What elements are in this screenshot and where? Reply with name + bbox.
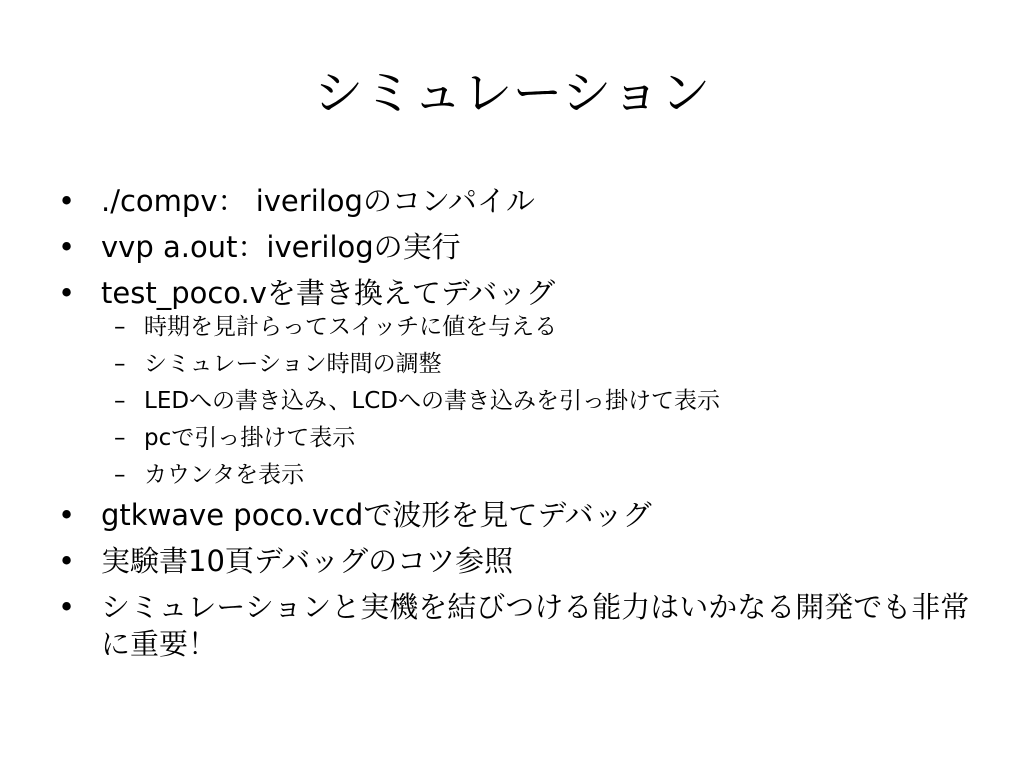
sub-bullet-text: シミュレーション時間の調整	[144, 351, 442, 377]
bullet-item	[56, 183, 976, 219]
bullet-marker: •	[58, 230, 76, 264]
slide-title: シミュレーション	[313, 64, 711, 122]
bullet-marker: •	[58, 184, 76, 218]
sub-bullet-text: 時期を見計らってスイッチに値を与える	[144, 314, 558, 340]
sub-bullet-marker: –	[114, 425, 126, 451]
bullet-text: ./compv： iverilogのコンパイル	[101, 184, 535, 218]
sub-bullet-text: カウンタを表示	[144, 462, 305, 488]
bullet-marker: •	[58, 498, 76, 532]
sub-bullet-list	[101, 314, 976, 488]
sub-bullet-item	[101, 462, 976, 488]
bullet-item	[56, 275, 976, 488]
bullet-marker: •	[58, 276, 76, 310]
sub-bullet-marker: –	[114, 351, 126, 377]
bullet-marker: •	[58, 544, 76, 578]
sub-bullet-marker: –	[114, 314, 126, 340]
bullet-list	[56, 183, 976, 663]
sub-bullet-item	[101, 388, 976, 414]
bullet-item	[56, 229, 976, 265]
sub-bullet-marker: –	[114, 388, 126, 414]
sub-bullet-item	[101, 425, 976, 451]
slide-content	[56, 183, 976, 673]
bullet-item	[56, 543, 976, 579]
sub-bullet-item	[101, 351, 976, 377]
bullet-text: gtkwave poco.vcdで波形を見てデバッグ	[101, 498, 652, 532]
bullet-text: 実験書10頁デバッグのコツ参照	[101, 544, 514, 578]
bullet-text: test_poco.vを書き換えてデバッグ	[101, 276, 556, 310]
bullet-text: vvp a.out：iverilogの実行	[101, 230, 461, 264]
bullet-marker: •	[58, 590, 76, 624]
sub-bullet-text: pcで引っ掛けて表示	[144, 425, 356, 451]
sub-bullet-text: LEDへの書き込み、LCDへの書き込みを引っ掛けて表示	[144, 388, 721, 414]
bullet-text: シミュレーションと実機を結びつける能力はいかなる開発でも非常に重要！	[101, 590, 970, 661]
bullet-item	[56, 589, 976, 663]
sub-bullet-item	[101, 314, 976, 340]
bullet-item	[56, 497, 976, 533]
sub-bullet-marker: –	[114, 462, 126, 488]
